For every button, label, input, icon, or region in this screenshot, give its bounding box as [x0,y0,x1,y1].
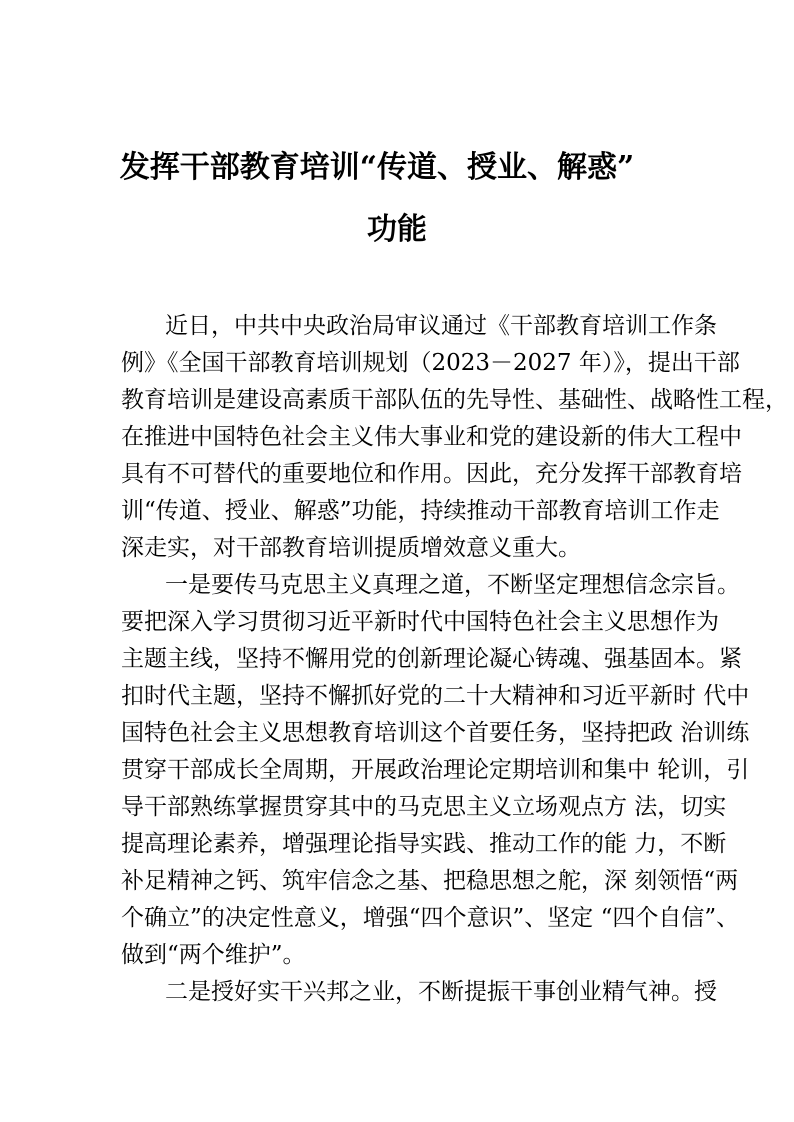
paragraph-2-line: 一是要传马克思主义真理之道，不断坚定理想信念宗旨。 [165,572,740,598]
paragraph-2-line: 国特色社会主义思想教育培训这个首要任务，坚持把政 治训练 [121,720,750,746]
document-title-line-1: 发挥干部教育培训“传道、授业、解惑” [119,150,635,185]
paragraph-2-line: 主题主线，坚持不懈用党的创新理论凝心铸魂、强基固本。紧 [121,646,742,672]
paragraph-1-line: 深走实，对干部教育培训提质增效意义重大。 [121,535,581,561]
paragraph-2-line: 补足精神之钙、筑牢信念之基、把稳思想之舵，深 刻领悟“两 [121,868,739,894]
paragraph-2-line: 提高理论素养，增强理论指导实践、推动工作的能 力，不断 [121,831,727,857]
paragraph-1-line: 在推进中国特色社会主义伟大事业和党的建设新的伟大工程中 [121,424,742,450]
paragraph-2-line: 导干部熟练掌握贯穿其中的马克思主义立场观点方 法，切实 [121,794,727,820]
paragraph-3-line: 二是授好实干兴邦之业，不断提振干事创业精气神。授 [165,979,717,1005]
paragraph-2-line: 做到“两个维护”。 [121,942,306,968]
paragraph-1-line: 教育培训是建设高素质干部队伍的先导性、基础性、战略性工程， [121,387,788,413]
paragraph-2-line: 贯穿干部成长全周期，开展政治理论定期培训和集中 轮训，引 [121,757,750,783]
paragraph-2-line: 要把深入学习贯彻习近平新时代中国特色社会主义思想作为 [121,609,719,635]
paragraph-2-line: 个确立”的决定性意义，增强“四个意识”、坚定 “四个自信”、 [121,905,740,931]
paragraph-1-line: 训“传道、授业、解惑”功能，持续推动干部教育培训工作走 [121,498,720,524]
document-title-line-2: 功能 [367,212,427,247]
paragraph-2-line: 扣时代主题，坚持不懈抓好党的二十大精神和习近平新时 代中 [121,683,750,709]
paragraph-1-line: 具有不可替代的重要地位和作用。因此，充分发挥干部教育培 [121,461,742,487]
paragraph-1-line: 例》《全国干部教育培训规划（2023－2027 年）》，提出干部 [121,350,740,376]
paragraph-1-line: 近日，中共中央政治局审议通过《干部教育培训工作条 [165,313,717,339]
